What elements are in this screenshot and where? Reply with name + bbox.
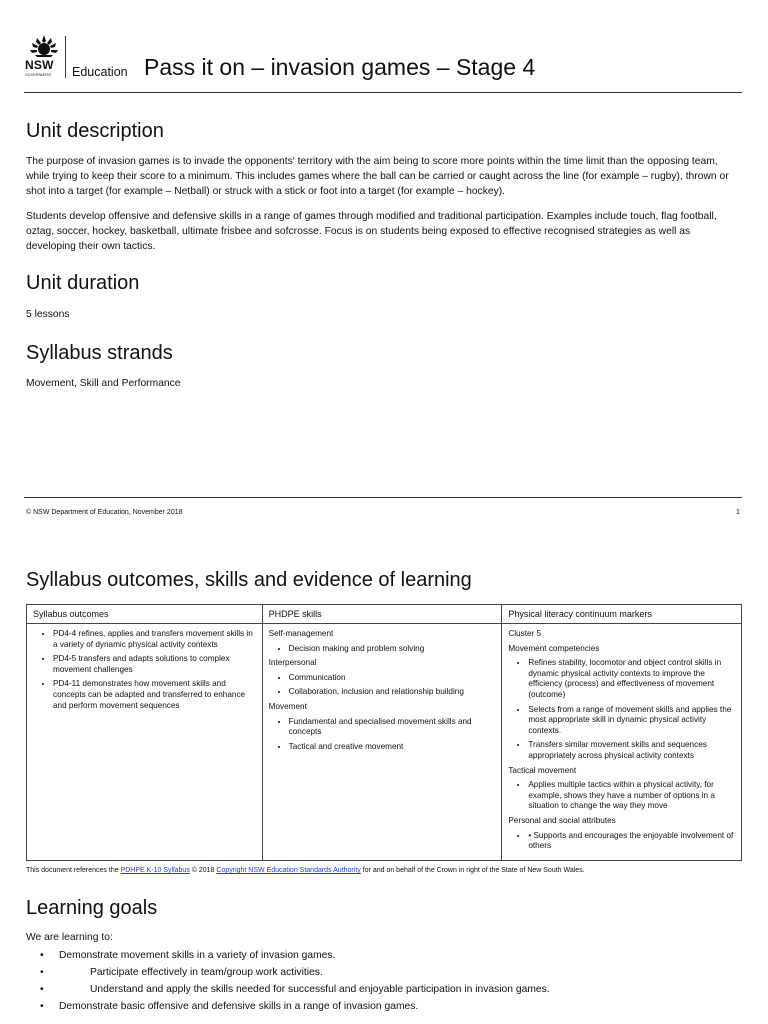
list-item: • Communication [289,673,496,684]
column-header: PHDPE skills [262,605,502,624]
list-item: • Transfers similar movement skills and sequences appropriately across physical activity contexts [528,740,735,761]
footer-copyright: © NSW Department of Education, November 2018 [26,509,183,516]
syllabus-outcomes-cell [27,624,263,861]
waratah-icon [24,34,64,58]
list-item: • Decision making and problem solving [289,644,496,655]
phdpe-skills-cell [262,624,502,861]
list-item: • Tactical and creative movement [289,742,496,753]
header-rule [24,92,742,93]
list-item: • PD4-11 demonstrates how movement skills and concepts can be adapted and transferred to enhance and perform movement sequences [53,679,256,711]
group-label: Tactical movement [508,765,577,775]
physical-literacy-cell [502,624,742,861]
outcomes-heading: Syllabus outcomes, skills and evidence of learning [26,569,472,591]
list-item: • • Supports and encourages the enjoyable involvement of others [528,831,735,852]
document-title: Pass it on – invasion games – Stage 4 [144,54,536,80]
department-name: Education [72,65,128,79]
unit-description-paragraph-1: The purpose of invasion games is to invade the opponents' territory with the aim being to score more points within the time limit than the opposing team, while trying to keep their score to a minimum. This includes games where the ball can be carried or caught across the line (for example – rugby), thrown or shot into a target (for example – Netball) or struck with a stick or foot into a target (for example – hockey). [26,156,729,197]
list-item: • PD4-4 refines, applies and transfers movement skills in a variety of dynamic physical activity contexts [53,629,256,650]
list-item [26,999,742,1016]
logo-text: NSW [25,58,54,72]
syllabus-strands-text: Movement, Skill and Performance [26,378,181,389]
list-item: • Applies multiple tactics within a physical activity, for example, shows they have a number of options in a situation to change the way they move [528,780,735,812]
syllabus-strands-heading: Syllabus strands [26,342,173,364]
reference-prefix: This document references the [26,867,121,874]
bullet-icon: • [40,950,44,961]
group-label: Movement [268,701,307,711]
list-item: • Selects from a range of movement skills and applies the most appropriate skill in dynamic physical activity contexts. [528,705,735,737]
unit-description-paragraph-2: Students develop offensive and defensive skills in a range of games through modified and traditional participation. Examples include touch, flag football, oztag, soccer, hockey, basketball, ultimate frisbee and sofcrosse. Focus is on students being exposed to effective recognised strategies as well as developing their own tactics. [26,211,717,252]
unit-duration-heading: Unit duration [26,272,140,294]
bullet-icon: • [40,967,44,978]
pdhpe-syllabus-link[interactable]: PDHPE K-10 Syllabus [120,867,190,874]
logo-divider [65,36,66,78]
footer-rule [24,497,742,498]
bullet-icon: • [40,1001,44,1012]
group-label: Personal and social attributes [508,815,616,825]
learning-goal-text: Understand and apply the skills needed for successful and enjoyable participation in invasion games. [90,984,550,995]
logo-subtext: GOVERNMENT [25,73,53,77]
column-header: Syllabus outcomes [27,605,263,624]
reference-suffix: for and on behalf of the Crown in right of the State of New South Wales. [360,867,585,874]
column-header: Physical literacy continuum markers [502,605,742,624]
syllabus-reference [26,867,585,874]
reference-middle: © 2018 [189,867,217,874]
copyright-nesa-link[interactable]: Copyright NSW Education Standards Authority [216,867,361,874]
document-header [24,34,744,94]
group-label: Cluster 5 [508,629,542,638]
list-item: • Collaboration, inclusion and relationship building [289,687,496,698]
group-label: Self-management [268,629,334,638]
table-row [27,624,742,861]
unit-duration-text: 5 lessons [26,309,70,320]
page-number: 1 [736,509,740,516]
group-label: Movement competencies [508,643,600,653]
bullet-icon: • [40,984,44,995]
learning-goal-text: Demonstrate basic offensive and defensive skills in a range of invasion games. [59,1001,419,1012]
table-header-row [27,605,742,624]
list-item: • Refines stability, locomotor and object control skills in dynamic physical activity contexts to improve the efficiency (process) and effectiveness of movement (outcome) [528,658,735,700]
outcomes-table [26,604,742,861]
nsw-government-logo [24,34,64,78]
learning-goal-text: Demonstrate movement skills in a variety of invasion games. [59,950,336,961]
learning-goals-intro: We are learning to: [26,932,113,943]
list-item [26,965,742,982]
learning-goal-text: Participate effectively in team/group work activities. [90,967,323,978]
unit-description-heading: Unit description [26,120,164,142]
list-item [26,982,742,999]
list-item: • Fundamental and specialised movement skills and concepts [289,717,496,738]
list-item [26,948,742,965]
group-label: Interpersonal [268,658,317,668]
learning-goals-list [26,948,742,1016]
learning-goals-heading: Learning goals [26,897,158,919]
list-item: • PD4-5 transfers and adapts solutions to complex movement challenges [53,654,256,675]
